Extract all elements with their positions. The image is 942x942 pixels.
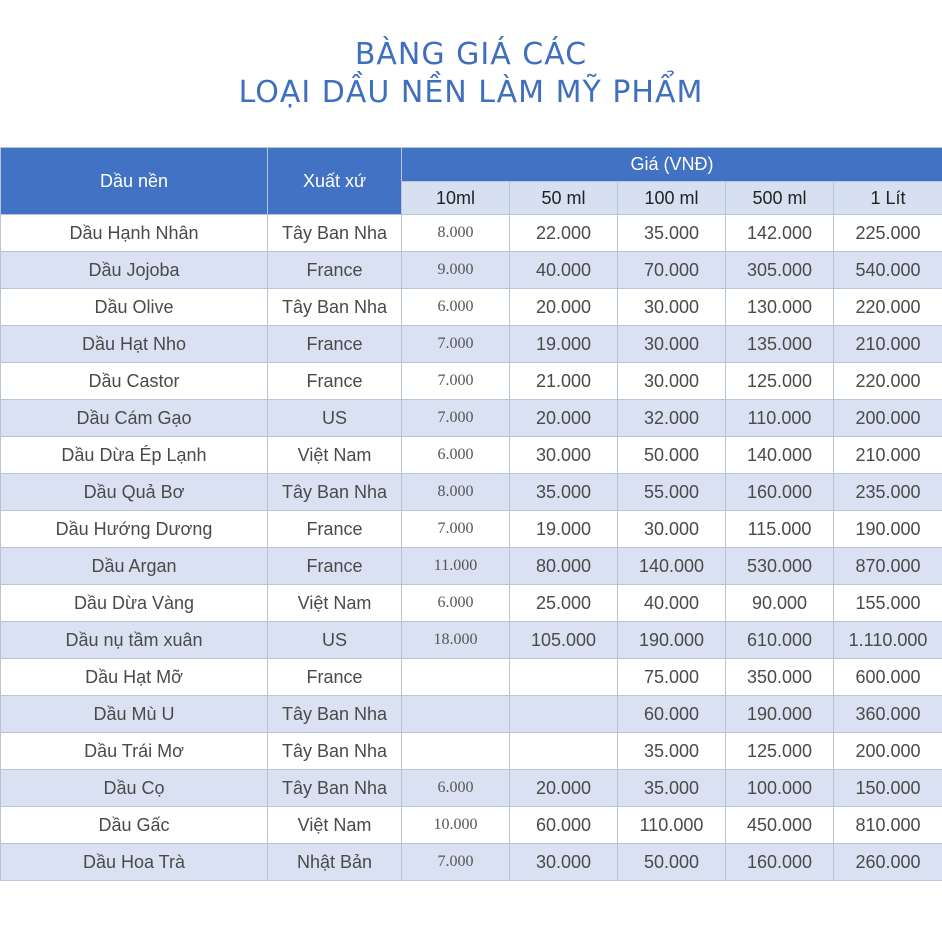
cell-price-500ml: 350.000	[726, 659, 834, 696]
cell-price-10ml: 6.000	[402, 770, 510, 807]
cell-price-100ml: 140.000	[618, 548, 726, 585]
cell-price-500ml: 530.000	[726, 548, 834, 585]
table-row	[1, 474, 942, 511]
cell-origin: France	[268, 548, 402, 585]
cell-oil-name: Dầu Trái Mơ	[1, 733, 268, 770]
cell-price-500ml: 110.000	[726, 400, 834, 437]
cell-price-500ml: 100.000	[726, 770, 834, 807]
cell-origin: Tây Ban Nha	[268, 215, 402, 252]
cell-price-1l: 150.000	[834, 770, 942, 807]
cell-price-10ml	[402, 733, 510, 770]
cell-price-1l: 235.000	[834, 474, 942, 511]
cell-origin: France	[268, 511, 402, 548]
page-title-line1: BÀNG GIÁ CÁC	[354, 37, 588, 72]
cell-origin: France	[268, 659, 402, 696]
table-row	[1, 326, 942, 363]
cell-price-1l: 200.000	[834, 733, 942, 770]
cell-origin: Tây Ban Nha	[268, 474, 402, 511]
cell-price-1l: 220.000	[834, 289, 942, 326]
price-table	[0, 147, 942, 881]
table-row	[1, 733, 942, 770]
cell-price-500ml: 130.000	[726, 289, 834, 326]
cell-oil-name: Dầu nụ tầm xuân	[1, 622, 268, 659]
cell-origin: Việt Nam	[268, 437, 402, 474]
cell-price-500ml: 450.000	[726, 807, 834, 844]
cell-price-100ml: 35.000	[618, 733, 726, 770]
cell-price-1l: 600.000	[834, 659, 942, 696]
cell-oil-name: Dầu Cám Gạo	[1, 400, 268, 437]
table-row	[1, 289, 942, 326]
cell-origin: Việt Nam	[268, 807, 402, 844]
header-size-1l: 1 Lít	[834, 182, 942, 215]
cell-price-100ml: 75.000	[618, 659, 726, 696]
cell-price-1l: 220.000	[834, 363, 942, 400]
cell-price-50ml	[510, 696, 618, 733]
cell-oil-name: Dầu Jojoba	[1, 252, 268, 289]
cell-origin: Việt Nam	[268, 585, 402, 622]
cell-price-500ml: 160.000	[726, 474, 834, 511]
cell-price-10ml: 7.000	[402, 400, 510, 437]
cell-price-50ml: 25.000	[510, 585, 618, 622]
cell-oil-name: Dầu Cọ	[1, 770, 268, 807]
table-row	[1, 363, 942, 400]
table-body	[1, 215, 942, 881]
header-price-group: Giá (VNĐ)	[402, 148, 942, 182]
cell-oil-name: Dầu Hạnh Nhân	[1, 215, 268, 252]
cell-price-500ml: 115.000	[726, 511, 834, 548]
table-row	[1, 622, 942, 659]
cell-oil-name: Dầu Dừa Vàng	[1, 585, 268, 622]
cell-oil-name: Dầu Hạt Nho	[1, 326, 268, 363]
cell-origin: Tây Ban Nha	[268, 289, 402, 326]
cell-price-100ml: 35.000	[618, 770, 726, 807]
cell-oil-name: Dầu Mù U	[1, 696, 268, 733]
cell-price-50ml: 60.000	[510, 807, 618, 844]
cell-price-1l: 155.000	[834, 585, 942, 622]
cell-price-1l: 260.000	[834, 844, 942, 881]
cell-price-10ml: 7.000	[402, 363, 510, 400]
cell-origin: Tây Ban Nha	[268, 770, 402, 807]
cell-price-500ml: 90.000	[726, 585, 834, 622]
cell-price-10ml: 6.000	[402, 437, 510, 474]
cell-price-50ml: 35.000	[510, 474, 618, 511]
cell-price-10ml: 7.000	[402, 511, 510, 548]
cell-price-50ml: 20.000	[510, 770, 618, 807]
table-row	[1, 511, 942, 548]
cell-price-100ml: 55.000	[618, 474, 726, 511]
cell-price-100ml: 30.000	[618, 326, 726, 363]
cell-price-50ml	[510, 659, 618, 696]
cell-price-50ml: 21.000	[510, 363, 618, 400]
cell-oil-name: Dầu Hạt Mỡ	[1, 659, 268, 696]
cell-price-100ml: 40.000	[618, 585, 726, 622]
cell-price-10ml: 9.000	[402, 252, 510, 289]
cell-price-100ml: 190.000	[618, 622, 726, 659]
table-row	[1, 696, 942, 733]
cell-origin: France	[268, 363, 402, 400]
cell-price-10ml	[402, 659, 510, 696]
cell-price-100ml: 110.000	[618, 807, 726, 844]
header-oil-name: Dầu nền	[1, 148, 268, 215]
header-size-10ml: 10ml	[402, 182, 510, 215]
cell-price-10ml: 10.000	[402, 807, 510, 844]
table-row	[1, 252, 942, 289]
cell-price-500ml: 305.000	[726, 252, 834, 289]
header-size-50ml: 50 ml	[510, 182, 618, 215]
cell-oil-name: Dầu Argan	[1, 548, 268, 585]
cell-oil-name: Dầu Hướng Dương	[1, 511, 268, 548]
header-origin: Xuất xứ	[268, 148, 402, 215]
table-row	[1, 585, 942, 622]
cell-price-10ml: 6.000	[402, 289, 510, 326]
cell-price-1l: 870.000	[834, 548, 942, 585]
cell-price-50ml: 30.000	[510, 437, 618, 474]
cell-price-500ml: 190.000	[726, 696, 834, 733]
cell-price-1l: 210.000	[834, 326, 942, 363]
cell-price-1l: 225.000	[834, 215, 942, 252]
cell-price-500ml: 142.000	[726, 215, 834, 252]
cell-oil-name: Dầu Castor	[1, 363, 268, 400]
cell-price-100ml: 30.000	[618, 289, 726, 326]
cell-origin: Nhật Bản	[268, 844, 402, 881]
cell-price-100ml: 35.000	[618, 215, 726, 252]
table-row	[1, 437, 942, 474]
header-size-100ml: 100 ml	[618, 182, 726, 215]
cell-price-1l: 210.000	[834, 437, 942, 474]
table-row	[1, 400, 942, 437]
table-row	[1, 844, 942, 881]
cell-price-500ml: 160.000	[726, 844, 834, 881]
cell-oil-name: Dầu Dừa Ép Lạnh	[1, 437, 268, 474]
cell-price-500ml: 135.000	[726, 326, 834, 363]
cell-price-50ml: 19.000	[510, 326, 618, 363]
cell-price-1l: 190.000	[834, 511, 942, 548]
table-row	[1, 215, 942, 252]
cell-price-50ml: 40.000	[510, 252, 618, 289]
cell-price-10ml: 8.000	[402, 215, 510, 252]
cell-price-100ml: 30.000	[618, 363, 726, 400]
cell-price-500ml: 125.000	[726, 733, 834, 770]
table-row	[1, 807, 942, 844]
cell-price-100ml: 70.000	[618, 252, 726, 289]
cell-origin: US	[268, 622, 402, 659]
cell-price-50ml: 20.000	[510, 289, 618, 326]
cell-price-500ml: 125.000	[726, 363, 834, 400]
cell-price-50ml: 105.000	[510, 622, 618, 659]
cell-origin: Tây Ban Nha	[268, 733, 402, 770]
cell-price-1l: 360.000	[834, 696, 942, 733]
cell-oil-name: Dầu Gấc	[1, 807, 268, 844]
header-size-500ml: 500 ml	[726, 182, 834, 215]
cell-price-1l: 540.000	[834, 252, 942, 289]
table-row	[1, 548, 942, 585]
cell-price-50ml: 30.000	[510, 844, 618, 881]
cell-oil-name: Dầu Olive	[1, 289, 268, 326]
cell-price-50ml: 19.000	[510, 511, 618, 548]
cell-price-500ml: 140.000	[726, 437, 834, 474]
cell-price-10ml: 11.000	[402, 548, 510, 585]
cell-oil-name: Dầu Quả Bơ	[1, 474, 268, 511]
cell-price-10ml: 6.000	[402, 585, 510, 622]
cell-origin: Tây Ban Nha	[268, 696, 402, 733]
cell-origin: US	[268, 400, 402, 437]
cell-price-100ml: 30.000	[618, 511, 726, 548]
cell-price-100ml: 60.000	[618, 696, 726, 733]
cell-origin: France	[268, 252, 402, 289]
cell-price-10ml	[402, 696, 510, 733]
cell-price-50ml: 22.000	[510, 215, 618, 252]
cell-price-100ml: 50.000	[618, 844, 726, 881]
cell-price-10ml: 8.000	[402, 474, 510, 511]
cell-price-50ml: 80.000	[510, 548, 618, 585]
cell-price-100ml: 32.000	[618, 400, 726, 437]
cell-price-10ml: 7.000	[402, 844, 510, 881]
cell-price-50ml: 20.000	[510, 400, 618, 437]
cell-price-1l: 200.000	[834, 400, 942, 437]
table-row	[1, 659, 942, 696]
cell-price-500ml: 610.000	[726, 622, 834, 659]
cell-price-1l: 810.000	[834, 807, 942, 844]
cell-price-10ml: 7.000	[402, 326, 510, 363]
page-title-line2: LOẠI DẦU NỀN LÀM MỸ PHẨM	[238, 75, 704, 110]
cell-oil-name: Dầu Hoa Trà	[1, 844, 268, 881]
cell-price-100ml: 50.000	[618, 437, 726, 474]
cell-origin: France	[268, 326, 402, 363]
cell-price-10ml: 18.000	[402, 622, 510, 659]
table-row	[1, 770, 942, 807]
cell-price-1l: 1.110.000	[834, 622, 942, 659]
cell-price-50ml	[510, 733, 618, 770]
